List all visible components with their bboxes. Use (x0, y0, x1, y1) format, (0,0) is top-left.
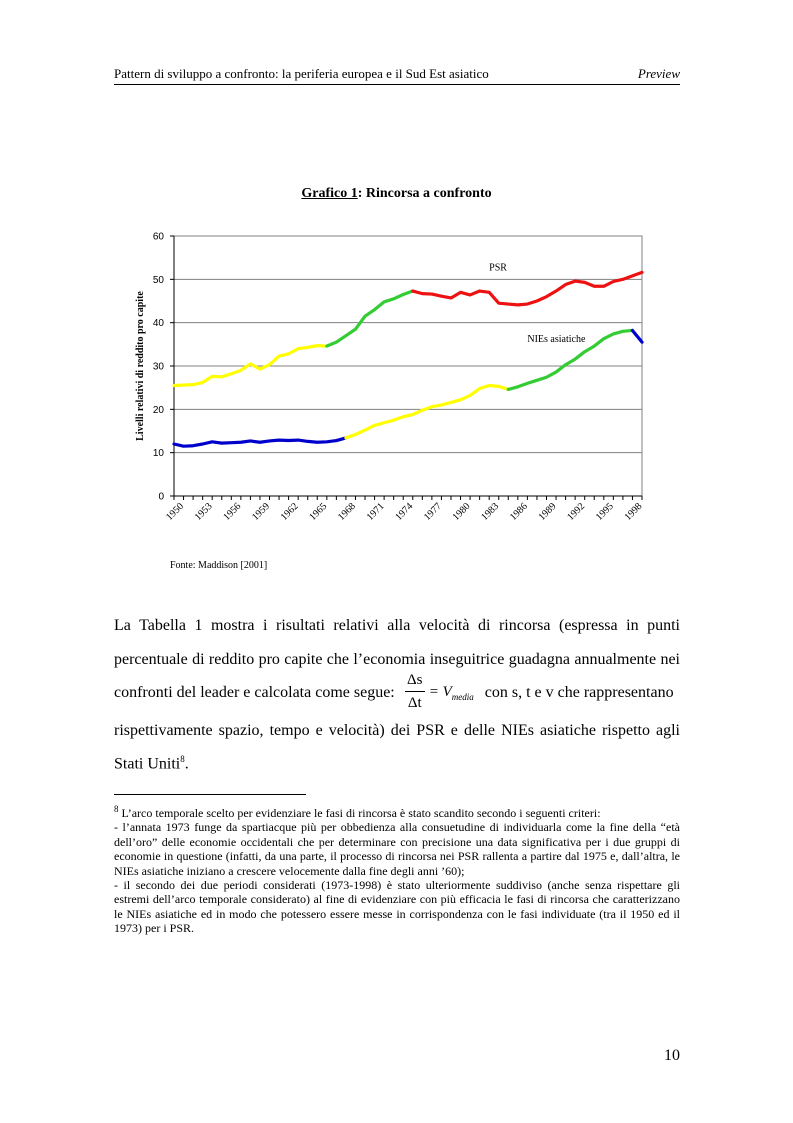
body-line-3-end: con s, t e v che rappresentano (484, 684, 674, 701)
footnote-item-1: - l’annata 1973 funge da spartiacque più per obbedienza alla consuetudine di individuarla come la fine della “età dell’oro” delle economie occidentali che per determinare con precisione una data significativa per i due gruppi di economie in questione (infatti, da una parte, il processo di rincorsa nei PSR rallenta a partire dal 1975 e, dall’altra, le NIEs asiatiche iniziano a crescere velocemente dalla fine degli anni ’60); (114, 820, 680, 878)
x-tick-label: 1968 (336, 500, 358, 523)
x-tick-label: 1950 (164, 500, 187, 523)
formula-denominator: Δt (407, 695, 422, 712)
footnote-divider (114, 794, 306, 795)
x-tick-label: 1998 (622, 500, 645, 523)
body-line-5: Stati Uniti$^8$. (114, 754, 189, 773)
x-tick-label: 1983 (479, 500, 502, 523)
series-line-1-yellow (346, 386, 508, 438)
x-tick-label: 1965 (307, 500, 330, 523)
y-tick-label: 60 (152, 231, 164, 243)
x-tick-label: 1956 (221, 500, 244, 523)
series-line-0-red (413, 272, 642, 305)
y-axis-title: Livelli relativi di reddito pro capite (135, 291, 146, 441)
footnote (114, 802, 680, 936)
formula-numerator: Δs (407, 672, 423, 689)
chart-title-rest: : Rincorsa a confronto (357, 186, 492, 201)
series-line-1-blue (632, 330, 642, 342)
page-number: 10 (664, 1047, 680, 1064)
body-line-2: percentuale di reddito pro capite che l’economia inseguitrice guadagna annualmente nei (114, 651, 680, 668)
y-tick-label: 50 (152, 274, 164, 286)
footnote-mark: 8 (114, 804, 119, 814)
x-tick-label: 1980 (450, 500, 473, 523)
body-line-3 (114, 673, 680, 713)
body-line-3-start: confronti del leader e calcolata come segue: (114, 684, 395, 701)
x-tick-label: 1995 (593, 500, 616, 523)
x-tick-label: 1977 (421, 500, 444, 523)
y-tick-label: 40 (152, 318, 164, 330)
source-note: Fonte: Maddison [2001] (170, 560, 268, 571)
y-tick-label: 30 (152, 361, 164, 373)
x-tick-label: 1986 (507, 500, 530, 523)
footnote-item-2: - il secondo dei due periodi considerati (1973-1998) è stato ulteriormente suddiviso (anche senza rispettare gli estremi dell’arco temporale considerato) al fine di evidenziare con più efficacia le fasi di rincorsa che caratterizzano le NIEs asiatiche ed in modo che potessero essere messe in corrispondenza con le fasi individuate (tra il 1950 ed il 1973) per i PSR. (114, 878, 680, 936)
series-line-0-green (327, 291, 413, 346)
series-line-1-blue (174, 438, 346, 446)
x-tick-label: 1989 (536, 500, 559, 523)
x-tick-label: 1992 (565, 500, 588, 523)
x-tick-label: 1959 (250, 500, 272, 523)
fraction-bar (405, 691, 425, 692)
body-line-1: La Tabella 1 mostra i risultati relativi alla velocità di rincorsa (espressa in punti (114, 617, 680, 634)
chart-title-label: Grafico 1 (301, 186, 358, 201)
y-tick-label: 20 (152, 404, 164, 416)
x-tick-label: 1974 (393, 500, 416, 523)
footnote-intro: L’arco temporale scelto per evidenziare le fasi di rincorsa è stato scandito secondo i seguenti criteri: (118, 806, 601, 820)
speed-formula (405, 673, 475, 713)
x-tick-label: 1971 (364, 500, 387, 523)
formula-rhs: = $V_{media}$ (428, 684, 474, 703)
x-tick-label: 1962 (278, 500, 301, 523)
y-tick-label: 0 (158, 491, 164, 503)
header-tag: Preview (637, 66, 680, 81)
series-label: PSR (489, 262, 507, 274)
line-chart (0, 0, 793, 560)
y-tick-label: 10 (152, 448, 164, 460)
series-label: NIEs asiatiche (527, 334, 586, 346)
x-tick-label: 1953 (192, 500, 215, 523)
body-line-4: rispettivamente spazio, tempo e velocità) dei PSR e delle NIEs asiatiche rispetto agli (114, 722, 680, 739)
footnote-ref: 8 (180, 754, 185, 764)
header-title: Pattern di sviluppo a confronto: la periferia europea e il Sud Est asiatico (114, 66, 489, 81)
